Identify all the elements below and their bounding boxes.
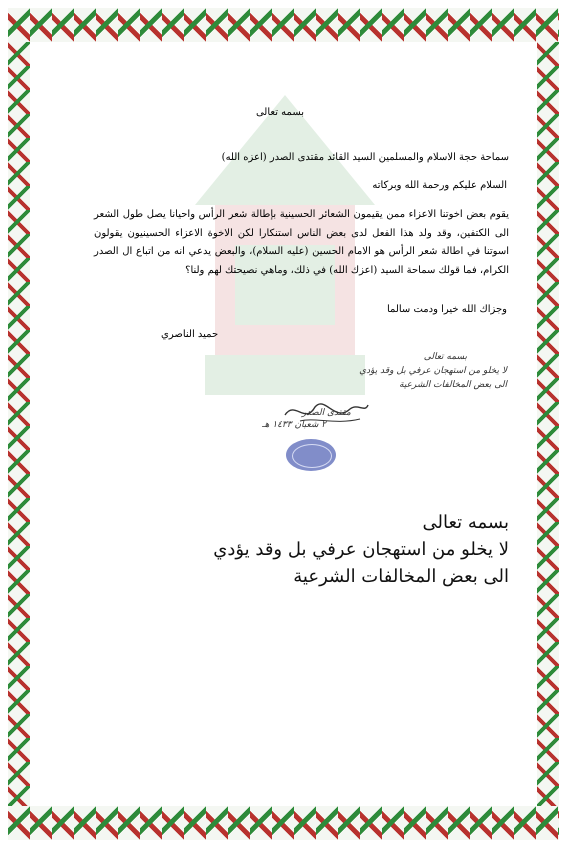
handwritten-reply-line: بسمه تعالى	[423, 352, 467, 362]
office-stamp-icon	[286, 439, 336, 471]
handwritten-reply-line: لا يخلو من استهجان عرفي بل وقد يؤدي	[359, 366, 507, 376]
handwritten-reply-line: الى بعض المخالفات الشرعية	[399, 380, 507, 390]
decorative-border-top	[8, 8, 559, 42]
decorative-border-right	[537, 42, 559, 806]
letter-basmala: بسمه تعالى	[255, 107, 305, 118]
handwritten-reply	[187, 350, 507, 392]
office-stamp-ring	[292, 444, 332, 468]
letter-signer: حميد الناصري	[161, 329, 219, 340]
typed-reply-line-3: الى بعض المخالفات الشرعية	[293, 566, 509, 587]
letter-greeting: السلام عليكم ورحمة الله وبركاته	[372, 180, 507, 191]
typed-reply	[109, 509, 509, 590]
typed-reply-line-2: لا يخلو من استهجان عرفي بل وقد يؤدي	[213, 539, 509, 560]
decorative-border-left	[8, 42, 30, 806]
signature-name: مقتدى الصدر	[302, 408, 351, 418]
decorative-border-bottom	[8, 806, 559, 840]
typed-reply-line-1: بسمه تعالى	[422, 512, 509, 533]
letter-closing: وجزاك الله خيرا ودمت سالما	[386, 304, 507, 315]
signature-date: ٢ شعبان ١٤٣٣ هـ	[262, 420, 327, 430]
letter-addressee: سماحة حجة الاسلام والمسلمين السيد القائد مقتدى الصدر (اعزه الله)	[221, 152, 509, 163]
letter-body: يقوم بعض اخوتنا الاعزاء ممن يقيمون الشعائر الحسينية بإطالة شعر الرأس واحيانا يصل طول الشعر الى الكتفين، وقد ولد هذا الفعل لدى بعض الناس استنكارا لكن الاخوة الاعزاء الحسينيون يقولون اسوتنا في اطالة شعر الرأس هو الامام الحسين (عليه السلام)، والبعض يدعي انه من اتباع ال الصدر الكرام، فما قولك سماحة السيد (اعزك الله) في ذلك، وماهي نصيحتك لهم ولنا؟	[94, 209, 509, 276]
